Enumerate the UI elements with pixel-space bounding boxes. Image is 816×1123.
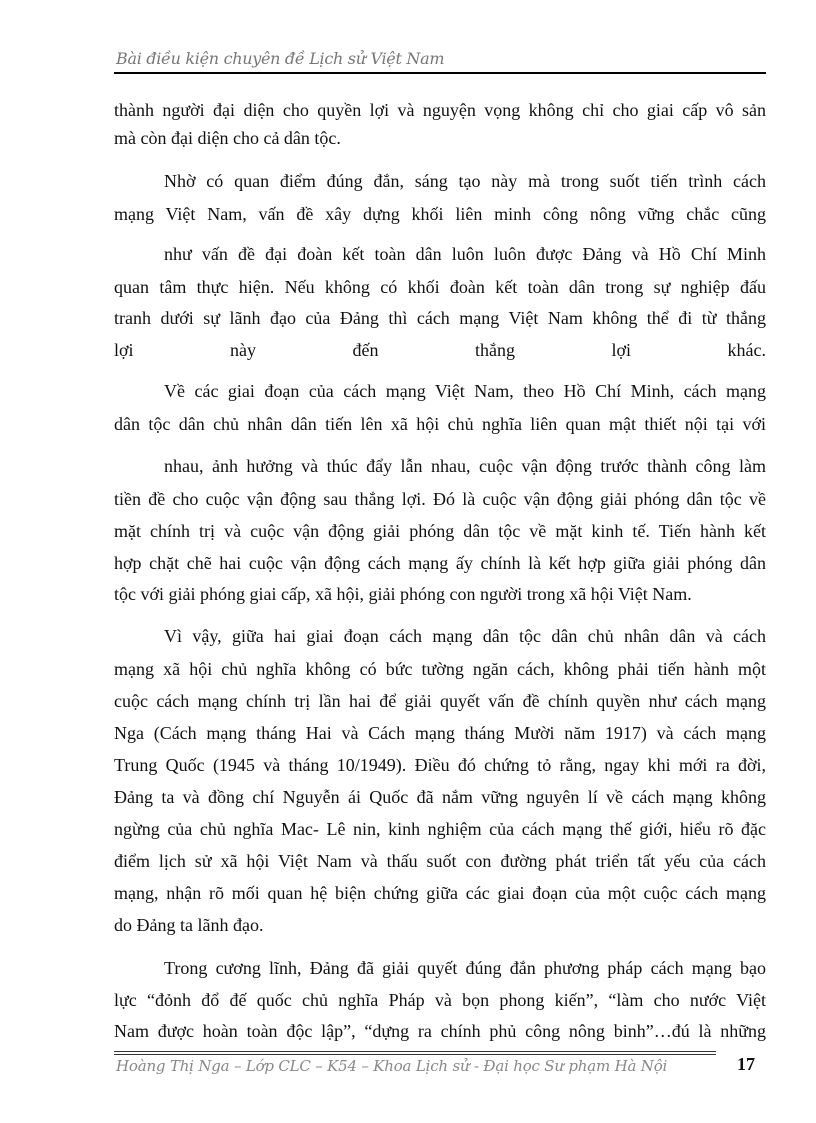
header-rule [114, 72, 766, 74]
text-line: tộc với giải phóng giai cấp, xã hội, giải phóng con người trong xã hội Việt Nam. [114, 584, 692, 604]
text-line: tiền đề cho cuộc vận động sau thắng lợi. Đó là cuộc vận động giải phóng dân tộc về [114, 489, 766, 509]
text-line: điểm lịch sử xã hội Việt Nam và thấu suốt con đường phát triển tất yếu của cách [114, 851, 766, 871]
text-line: Nga (Cách mạng tháng Hai và Cách mạng tháng Mười năm 1917) và cách mạng [114, 723, 766, 743]
text-line: mạng, nhận rõ mối quan hệ biện chứng giữa các giai đoạn của một cuộc cách mạng [114, 883, 766, 903]
text-line: như vấn đề đại đoàn kết toàn dân luôn luôn được Đảng và Hồ Chí Minh [164, 244, 766, 264]
text-line: Nam được hoàn toàn độc lập”, “dựng ra chính phủ công nông binh”…đú là những [114, 1021, 766, 1041]
text-line: mạng xã hội chủ nghĩa không có bức tường ngăn cách, không phải tiến hành một [114, 659, 766, 679]
text-line: Đảng ta và đồng chí Nguyễn ái Quốc đã nắm vững nguyên lí về cách mạng không [114, 787, 766, 807]
text-line: Trong cương lĩnh, Đảng đã giải quyết đúng đắn phương pháp cách mạng bạo [164, 958, 766, 978]
text-line: Nhờ có quan điểm đúng đắn, sáng tạo này mà trong suốt tiến trình cách [164, 171, 766, 191]
page-number: 17 [737, 1054, 755, 1074]
text-line: lợi này đến thắng lợi khác. [114, 340, 766, 360]
text-line: dân tộc dân chủ nhân dân tiến lên xã hội chủ nghĩa liên quan mật thiết nội tại với [114, 414, 766, 434]
running-header: Bài điều kiện chuyên đề Lịch sử Việt Nam [116, 49, 445, 68]
text-line: mạng Việt Nam, vấn đề xây dựng khối liên minh công nông vững chắc cũng [114, 204, 766, 224]
text-line: ngừng của chủ nghĩa Mac- Lê nin, kinh nghiệm của cách mạng thế giới, hiểu rõ đặc [114, 819, 766, 839]
text-line: mà còn đại diện cho cả dân tộc. [114, 128, 341, 148]
footer-rule-top [114, 1051, 716, 1052]
text-line: Vì vậy, giữa hai giai đoạn cách mạng dân tộc dân chủ nhân dân và cách [164, 626, 766, 646]
text-line: quan tâm thực hiện. Nếu không có khối đoàn kết toàn dân trong sự nghiệp đấu [114, 277, 766, 297]
text-line: cuộc cách mạng chính trị lần hai để giải quyết vấn đề chính quyền như cách mạng [114, 691, 766, 711]
text-line: Trung Quốc (1945 và tháng 10/1949). Điều đó chứng tỏ rằng, ngay khi mới ra đời, [114, 755, 766, 775]
text-line: Về các giai đoạn của cách mạng Việt Nam, theo Hồ Chí Minh, cách mạng [164, 381, 766, 401]
text-line: tranh dưới sự lãnh đạo của Đảng thì cách mạng Việt Nam không thể đi từ thắng [114, 308, 766, 328]
footer-rule-bottom [114, 1054, 716, 1055]
text-line: do Đảng ta lãnh đạo. [114, 915, 264, 935]
text-line: thành người đại diện cho quyền lợi và nguyện vọng không chỉ cho giai cấp vô sản [114, 100, 766, 120]
footer-author-line: Hoàng Thị Nga – Lớp CLC – K54 – Khoa Lịch sử - Đại học Sư phạm Hà Nội [116, 1057, 668, 1075]
text-line: hợp chặt chẽ hai cuộc vận động cách mạng ấy chính là kết hợp giữa giải phóng dân [114, 553, 766, 573]
text-line: nhau, ảnh hưởng và thúc đẩy lẫn nhau, cuộc vận động trước thành công làm [164, 456, 766, 476]
text-line: lực “đỏnh đổ đế quốc chủ nghĩa Pháp và bọn phong kiến”, “làm cho nước Việt [114, 990, 766, 1010]
text-line: mặt chính trị và cuộc vận động giải phóng dân tộc về mặt kinh tế. Tiến hành kết [114, 521, 766, 541]
